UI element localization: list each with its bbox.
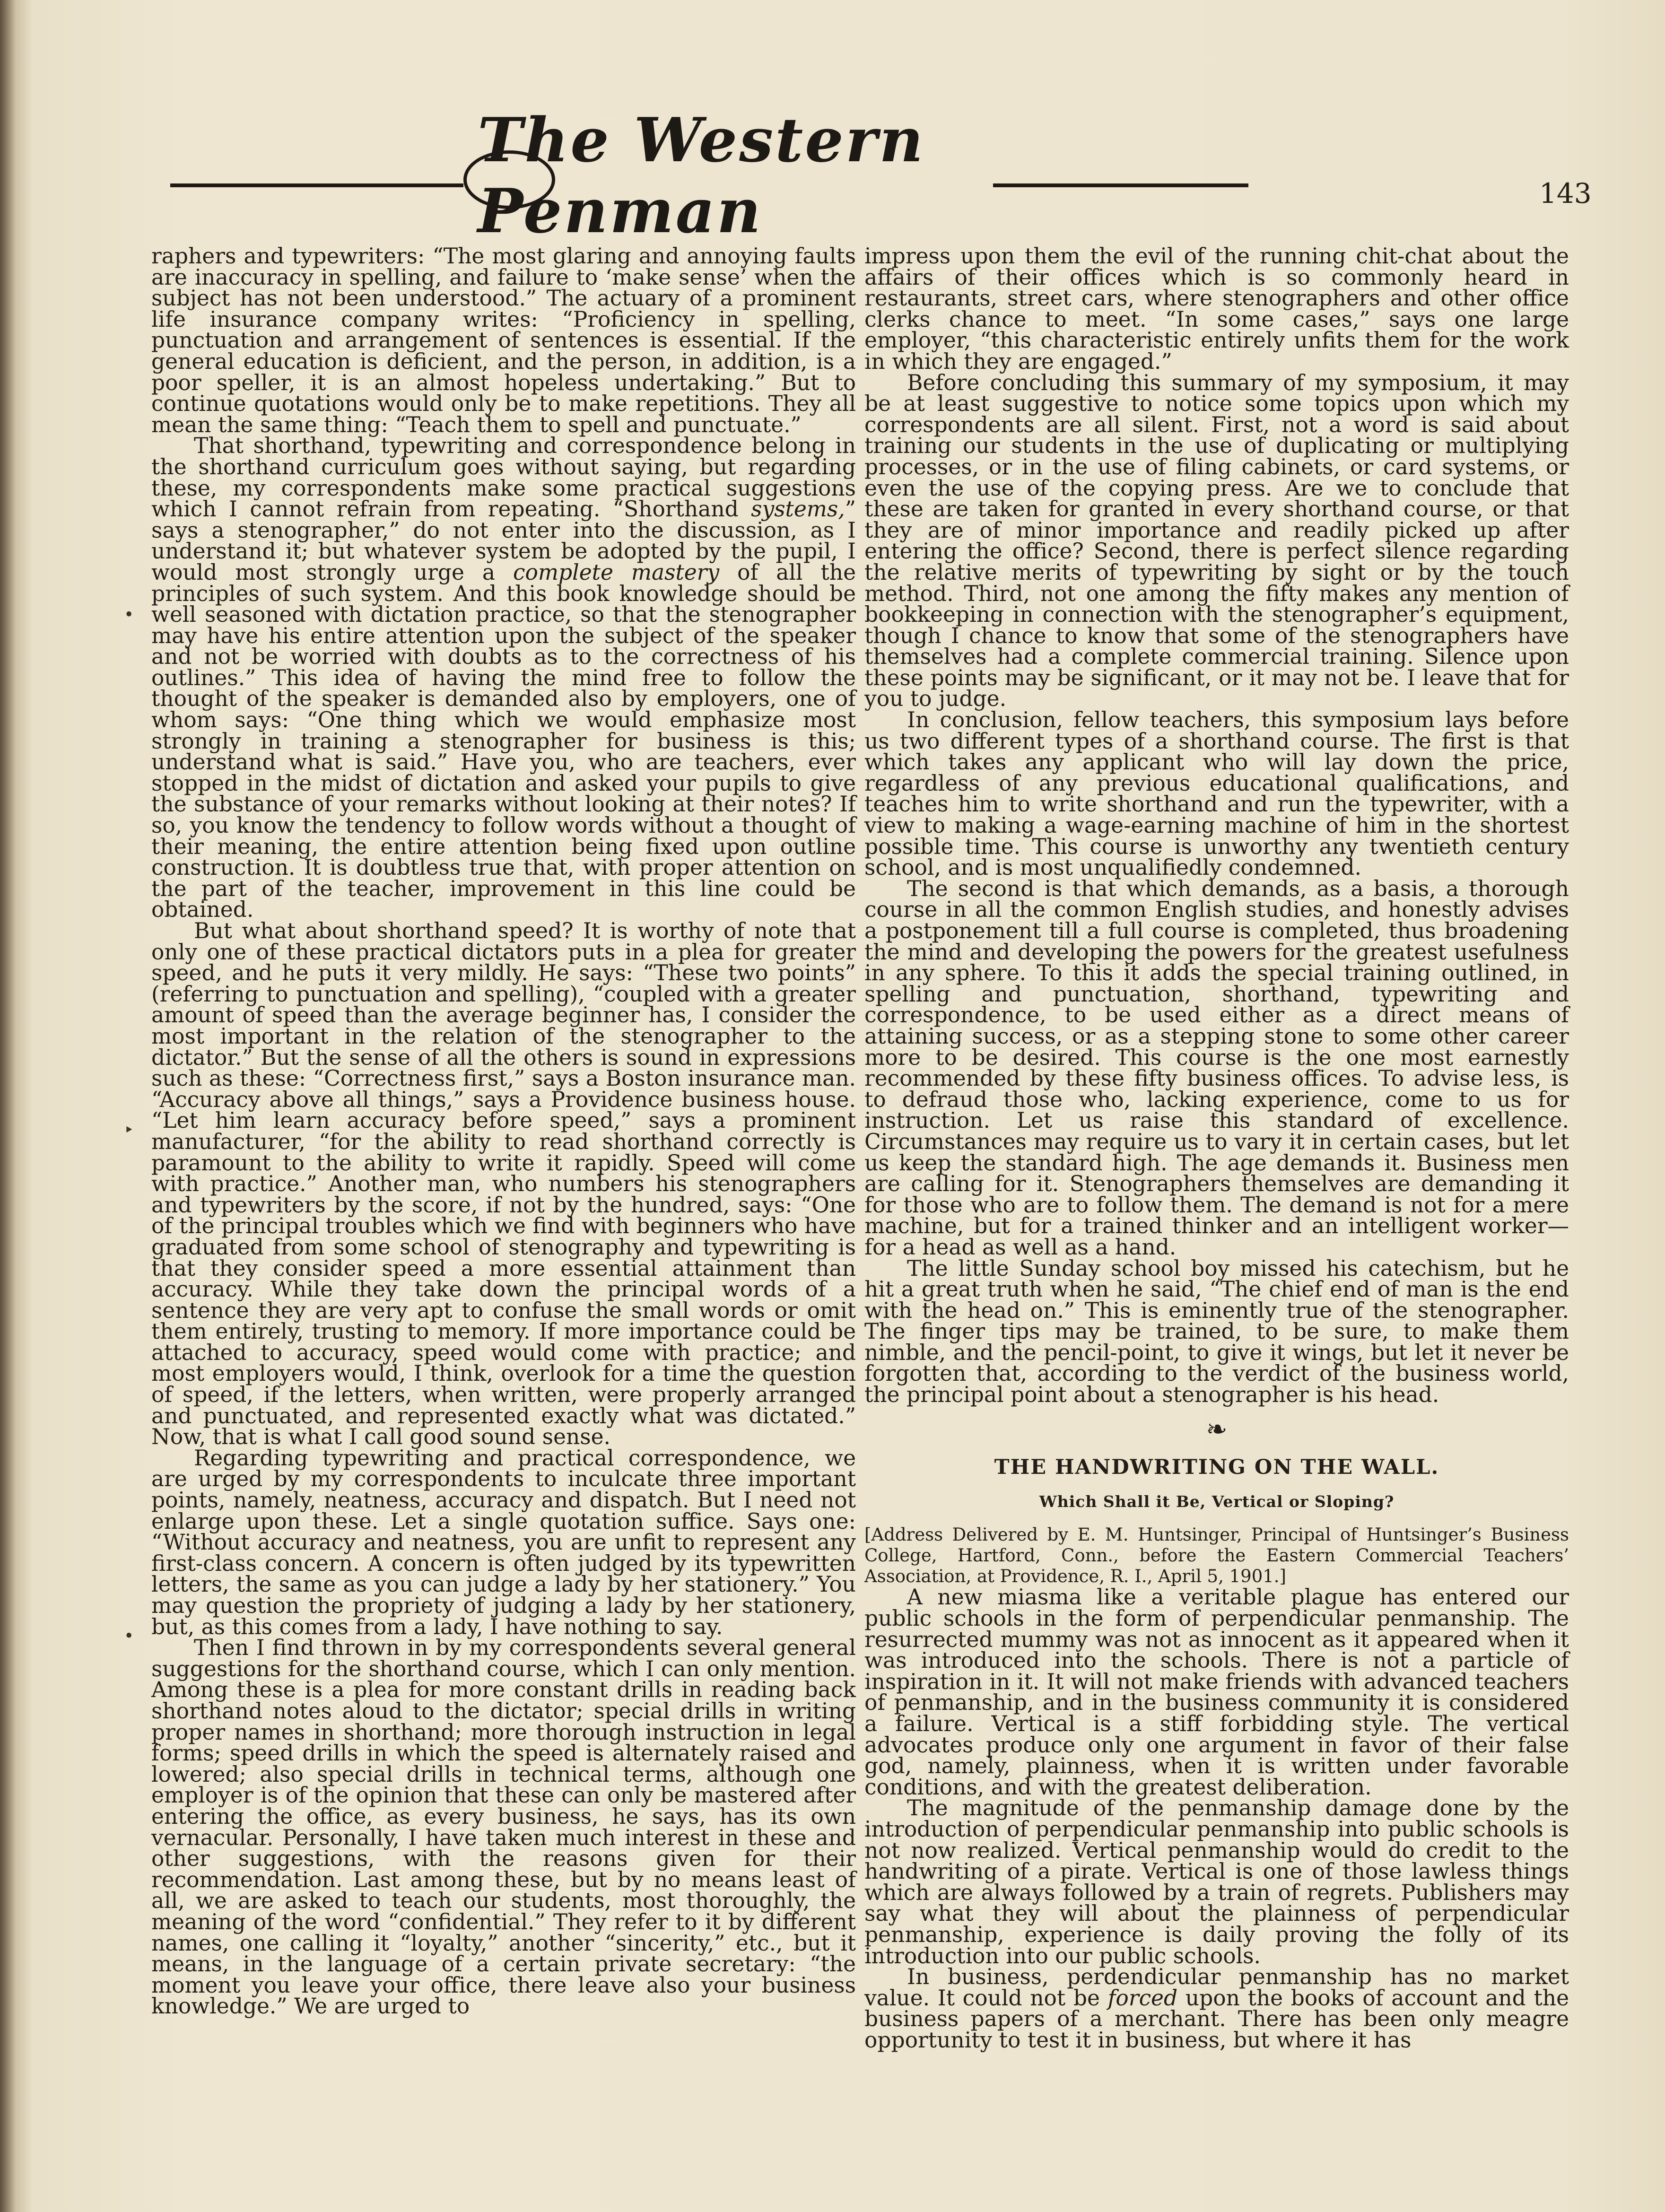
- paragraph: Then I find thrown in by my correspondents several general suggestions for the shorthand course, which I can only mention. Among these is a plea for more constant drills in reading back shorthand notes aloud to the dictator; special drills in writing proper names in shorthand; more thorough instruction in legal forms; speed drills in which the speed is alternately raised and lowered; also special drills in technical terms, although one employer is of the opinion that these can only be mastered after entering the office, as every business, he says, has its own vernacular. Personally, I have taken much interest in these and other suggestions, with the reasons given for their recommendation. Last among these, but by no means least of all, we are asked to teach our students, most thoroughly, the meaning of the word “confidential.” They refer to it by different names, one calling it “loyalty,” another “sincerity,” etc., but it means, in the language of a certain private secretary: “the moment you leave your office, there leave also your business knowledge.” We are urged to: [151, 1635, 856, 2019]
- text-run: of all the principles of such system. And this book knowledge should be well seasoned with dictation practice, so that the stenographer may have his entire attention upon the subject of the speaker and not be worried with doubts as to the correctness of his outlines.” This idea of having the mind free to follow the thought of the speaker is demanded also by employers, one of whom says: “One thing which we would emphasize most strongly in training a stenographer for business is this; understand what is said.” Have you, who are teachers, ever stopped in the midst of dictation and asked your pupils to give the substance of your remarks without looking at their notes? If so, you know the tendency to follow words without a thought of their meaning, the entire attention being fixed upon outline construction. It is doubtless true that, with proper attention on the part of the teacher, improvement in this line could be obtained.: [151, 559, 856, 923]
- text-run: In business, perdendicular penmanship has no market value. It could not be: [864, 1964, 1569, 2011]
- masthead-rule-right: [993, 183, 1248, 187]
- paragraph: [864, 1964, 1569, 2053]
- emphasis: forced: [1107, 1985, 1178, 2011]
- left-column: [151, 246, 856, 2017]
- margin-mark: ‣: [124, 1121, 134, 1140]
- emphasis: complete mastery: [513, 559, 720, 585]
- text-run: upon the books of account and the business papers of a merchant. There has been only meagre opportunity to test it in business, but where it has: [864, 1985, 1569, 2053]
- masthead-oval-ornament: [463, 150, 555, 209]
- masthead: [170, 105, 1248, 247]
- paragraph: But what about shorthand speed? It is worthy of note that only one of these practical dictators puts in a plea for greater speed, and he puts it very mildly. He says: “These two points” (referring to punctuation and spelling), “coupled with a greater amount of speed than the average beginner has, I consider the most important in the relation of the stenographer to the dictator.” But the sense of all the others is sound in expressions such as these: “Correctness first,” says a Boston insurance man. “Accuracy above all things,” says a Providence business house. “Let him learn accuracy before speed,” says a prominent manufacturer, “for the ability to read shorthand correctly is paramount to the ability to write it rapidly. Speed will come with practice.” Another man, who numbers his stenographers and typewriters by the score, if not by the hundred, says: “One of the principal troubles which we find with beginners who have graduated from some school of stenography and typewriting is that they consider speed a more essential attainment than accuracy. While they take down the principal words of a sentence they are very apt to confuse the small words or omit them entirely, trusting to memory. If more importance could be attached to accuracy, speed would come with practice; and most employers would, I think, overlook for a time the question of speed, if the letters, when written, were properly arranged and punctuated, and represented exactly what was dictated.” Now, that is what I call good sound sense.: [151, 918, 856, 1450]
- text-run: That shorthand, typewriting and correspondence belong in the shorthand curriculum goes without saying, but regarding these, my correspondents make some practical suggestions which I cannot refrain from repeating. “Shorthand: [151, 433, 856, 522]
- margin-mark: •: [124, 605, 134, 625]
- paragraph: A new miasma like a veritable plague has entered our public schools in the form of perpendicular penmanship. The resurrected mummy was not as innocent as it appeared when it was introduced into the schools. There is not a particle of inspiration in it. It will not make friends with advanced teachers of penmanship, and in the business community it is considered a failure. Vertical is a stiff forbidding style. The vertical advocates produce only one argument in favor of their false god, namely, plainness, when it is written under favorable conditions, and with the greatest deliberation.: [864, 1585, 1569, 1800]
- paragraph: The magnitude of the penmanship damage done by the introduction of perpendicular penmanship into public schools is not now realized. Vertical penmanship would do credit to the handwriting of a pirate. Vertical is one of those lawless things which are always followed by a train of regrets. Publishers may say what they will about the plainness of perpendicular penmanship, experience is daily proving the folly of its introduction into our public schools.: [864, 1795, 1569, 1968]
- masthead-rule-left: [170, 183, 463, 187]
- masthead-title: The Western Penman: [478, 105, 925, 247]
- address-note: [Address Delivered by E. M. Huntsinger, Principal of Huntsinger’s Business College, Hartford, Conn., before the Eastern Commercial Teachers’ Association, at Providence, R. I., April 5, 1901.]: [864, 1524, 1569, 1587]
- masthead-logo: [478, 105, 979, 247]
- article-subheading: Which Shall it Be, Vertical or Sloping?: [1039, 1492, 1395, 1511]
- margin-mark: •: [124, 1627, 134, 1646]
- paragraph: The second is that which demands, as a basis, a thorough course in all the common English studies, and honestly advises a postponement till a full course is completed, thus broadening the mind and developing the powers for the greatest usefulness in any sphere. To this it adds the special training outlined, in spelling and punctuation, shorthand, typewriting and correspondence, to be used either as a direct means of attaining success, or as a stepping stone to some other career more to be desired. This course is the one most earnestly recommended by these fifty business offices. To advise less, is to defraud those who, lacking experience, come to us for instruction. Let us raise this standard of excellence. Circumstances may require us to vary it in certain cases, but let us keep the standard high. The age demands it. Business men are calling for it. Stenographers themselves are demanding it for those who are to follow them. The demand is not for a mere machine, but for a trained thinker and an intelligent worker—for a head as well as a hand.: [864, 876, 1569, 1260]
- paragraph: In conclusion, fellow teachers, this symposium lays before us two different types of a shorthand course. The first is that which takes any applicant who will lay down the price, regardless of any previous educational qualifications, and teaches him to write shorthand and run the typewriter, with a view to making a wage-earning machine of him in the shortest possible time. This course is unworthy any twentieth century school, and is most unqualifiedly condemned.: [864, 707, 1569, 880]
- paragraph: The little Sunday school boy missed his catechism, but he hit a great truth when he said, “The chief end of man is the end with the head on.” This is eminently true of the stenographer. The finger tips may be trained, to be sure, to make them nimble, and the pencil-point, to give it wings, but let it never be forgotten that, according to the verdict of the business world, the principal point about a stenographer is his head.: [864, 1255, 1569, 1408]
- article-heading: THE HANDWRITING ON THE WALL.: [994, 1455, 1439, 1480]
- paragraph: [151, 435, 856, 921]
- text-run: ” says a stenographer,” do not enter into the discussion, as I understand it; but whatever system be adopted by the pupil, I would most strongly urge a: [151, 496, 856, 585]
- paragraph: raphers and typewriters: “The most glaring and annoying faults are inaccuracy in spelling, and failure to ‘make sense’ when the subject has not been understood.” The actuary of a prominent life insurance company writes: “Proficiency in spelling, punctuation and arrangement of sentences is essential. If the general education is deficient, and the person, in addition, is a poor speller, it is an almost hopeless undertaking.” But to continue quotations would only be to make repetitions. They all mean the same thing: “Teach them to spell and punctuate.”: [151, 244, 856, 437]
- page-number: 143: [1539, 177, 1592, 209]
- emphasis: systems,: [751, 496, 845, 522]
- paragraph: Before concluding this summary of my symposium, it may be at least suggestive to notice some topics upon which my correspondents are all silent. First, not a word is said about training our students in the use of duplicating or multiplying processes, or in the use of filing cabinets, or card systems, or even the use of the copying press. Are we to conclude that these are taken for granted in every shorthand course, or that they are of minor importance and readily picked up after entering the office? Second, there is perfect silence regarding the relative merits of typewriting by sight or by the touch method. Third, not one among the fifty makes any mention of bookkeeping in connection with the stenographer’s equipment, though I chance to know that some of the stenographers have themselves had a complete commercial training. Silence upon these points may be significant, or it may not be. I leave that for you to judge.: [864, 370, 1569, 712]
- paragraph: impress upon them the evil of the running chit-chat about the affairs of their offices which is so commonly heard in restaurants, street cars, where stenographers and other office clerks chance to meet. “In some cases,” says one large employer, “this characteristic entirely unfits them for the work in which they are engaged.”: [864, 244, 1569, 374]
- paragraph: Regarding typewriting and practical correspondence, we are urged by my correspondents to inculcate three important points, namely, neatness, accuracy and dispatch. But I need not enlarge upon these. Let a single quotation suffice. Says one: “Without accuracy and neatness, you are unfit to represent any first-class concern. A concern is often judged by its typewritten letters, the same as you can judge a lady by her stationery.” You may question the propriety of judging a lady by her stationery, but, as this comes from a lady, I have nothing to say.: [151, 1445, 856, 1639]
- right-column: [864, 246, 1569, 2051]
- fleuron-icon: ❧: [1206, 1414, 1228, 1444]
